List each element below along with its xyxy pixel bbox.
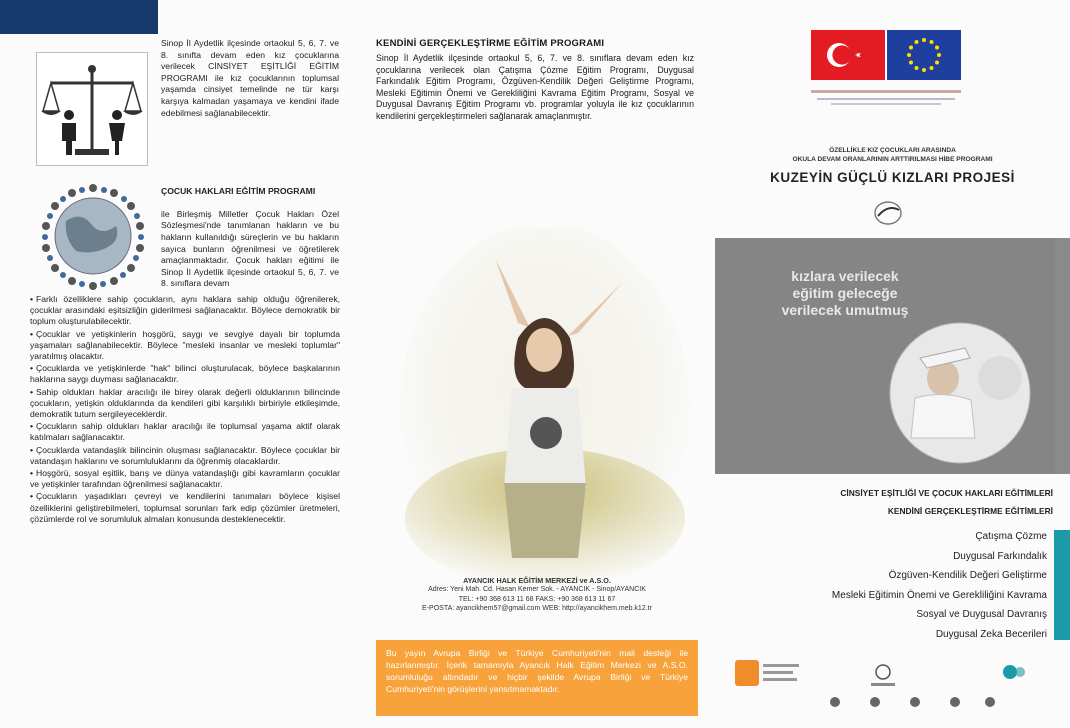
training-item: Özgüven-Kendilik Değeri Geliştirme: [888, 570, 1047, 582]
corner-block: [0, 0, 158, 34]
training-item: Duygusal Zeka Becerileri: [935, 628, 1047, 640]
middle-column: [372, 38, 702, 718]
training-item: Sosyal ve Duygusal Davranış: [916, 609, 1047, 621]
disclaimer-box: Bu yayın Avrupa Birliği ve Türkiye Cumhuriyeti'nin mali desteği ile hazırlanmıştır. İçerik tamamıyla Ayancık Halk Eğitim Merkezi ve A.S.O. sorumluluğu altındadır ve hiçbir şekilde Avrupa Birliği ve Türkiye Cumhuriyeti'nin görüşlerini yansıtmamaktadır.: [376, 640, 698, 716]
contact-phone: TEL: +90 368 613 11 68 FAKS: +90 368 613 11 67: [458, 595, 616, 603]
contact-org: AYANCIK HALK EĞİTİM MERKEZİ ve A.S.O.: [463, 576, 611, 585]
training-item: Çatışma Çözme: [975, 531, 1047, 542]
slogan-text: kızlara verilecek eğitim geleceğe verilecek umutmuş: [781, 268, 909, 318]
bullet-item: • Farklı özelliklere sahip çocukların, aynı haklara sahip olduğu öğrenilerek, çocuklar arasındaki eşitsizliğin giderilmesi sağlanacaktır. Böylece demokratik bir toplum oluşturulabilecektir.: [30, 294, 340, 327]
program-subtitle-1: ÖZELLİKLE KIZ ÇOCUKLARI ARASINDA: [829, 147, 956, 154]
girl-photo: [400, 228, 690, 598]
training-item: Duygusal Farkındalık: [953, 550, 1047, 562]
self-realization-title: KENDİNİ GERÇEKLEŞTİRME EĞİTİM PROGRAMI: [376, 38, 605, 49]
bullet-item: • Sahip oldukları haklar aracılığı ile birey olarak değerli olduklarının bilincinde çocukların, yetişkin olduklarında da kendileri gibi karşılıklı birbiriyle etkileşimde, demokratik tutum sergileyeceklerdir.: [30, 386, 340, 420]
trainings-list: [715, 527, 1047, 645]
self-realization-text: Sinop İl Aydetlik ilçesinde ortaokul 5, 6, 7. ve 8. sınıflara devam eden kız çocuklarına verilecek olan Çatışma Çözme Eğitim Programı, Duygusal Farkındalık Eğitim Programı, Özgüven-Kendilik Değeri Geliştirme Programı, Mesleki Eğitimin Önemi ve Gerekliliğini Kavrama Eğitim Programı, Sosyal ve Duygusal Davranış Eğitim Programı vb. programlar yoluyla ile kız çocuklarının kendilerini gerçekleştirmeleri sağlanarak amaçlanmıştır.: [376, 53, 694, 121]
contact-info: [372, 576, 702, 614]
teal-accent-bar: [1054, 530, 1070, 640]
trainings-heading-2: KENDİNİ GERÇEKLEŞTİRME EĞİTİMLERİ: [887, 506, 1053, 516]
bullet-item: • Çocuklar ve yetişkinlerin hoşgörü, saygı ve sevgiye dayalı bir toplumda yaşamaları sağlanabilecektir. Böylece "mesleki insanlar ve mesleki toplumlar" yaratılmış olacaktır.: [30, 328, 340, 362]
flag-caption-art: [811, 86, 961, 108]
child-rights-title: ÇOCUK HAKLARI EĞİTİM PROGRAMI: [161, 185, 316, 196]
bullet-item: • Çocukların yaşadıkları çevreyi ve kendilerini tanımaları böylece kişisel özelliklerini geliştirebilmeleri, toplumsal sorunları fark edip çözümler üretmeleri, çözümlerde rol ve sorumluluk almaları konusunda desteklenecektir.: [30, 491, 340, 524]
bullet-item: • Çocukların sahip oldukları haklar aracılığı ile toplumsal yaşama aktif olarak katılmaları sağlanacaktır.: [30, 421, 340, 443]
graduate-photo: [875, 318, 1045, 468]
child-rights-body: ile Birleşmiş Milletler Çocuk Hakları Özel Sözleşmesi'nde tanımlanan hakların ve bu hakların kullanıldığı süreçlerin ve bu hakların sayıca bunların öğrenilmesi ve öğretilerek amaçlanmaktadır. Çocuk hakları eğitimi ile Sinop İl Aydetlik ilçesinde ortaokul 5, 6, 7. ve 8. sınıflara devam: [161, 208, 339, 289]
bullet-item: • Çocuklarda vatandaşlık bilincinin oluşması sağlanacaktır. Böylece çocuklar bir vatandaşın haklarını ve sorumluluklarını da öğrenmiş olacaklardır.: [30, 444, 340, 466]
side-bar: [1055, 238, 1070, 474]
eu-flag-icon: [887, 30, 961, 80]
contact-email: E-POSTA: ayancikhem57@gmail.com WEB: http://ayancikhem.meb.k12.tr: [422, 605, 652, 613]
child-rights-bullets: [30, 294, 340, 526]
turkey-flag-icon: [811, 30, 885, 80]
globe-children-icon: [36, 176, 150, 296]
contact-address: Adres: Yeni Mah. Cd. Hasan Kemer Sok. - AYANCIK - Sinop/AYANCIK: [428, 586, 646, 594]
program-subtitle-2: OKULA DEVAM ORANLARININ ARTTIRILMASI HİBE PROGRAMI: [792, 156, 993, 163]
left-column: [30, 38, 340, 718]
training-item: Mesleki Eğitimin Önemi ve Gerekliliğini Kavrama: [831, 589, 1047, 601]
slogan-panel: [715, 238, 1055, 474]
bullet-item: • Hoşgörü, sosyal eşitlik, barış ve dünya vatandaşlığı gibi kavramların çocuklar ve yetişkinler tarafından öğrenilmesi sağlanacaktır.: [30, 468, 340, 490]
institution-logos: [715, 650, 1055, 720]
project-logo-icon: [873, 200, 903, 226]
bullet-item: • Çocuklarda ve yetişkinlerde "hak" bilinci oluşturulacak, böylece başkalarının haklarına saygı duyması sağlanacaktır.: [30, 363, 340, 385]
trainings-heading-1: CİNSİYET EŞİTLİĞİ VE ÇOCUK HAKLARI EĞİTİMLERİ: [840, 488, 1053, 498]
gender-equality-text: Sinop İl Aydetlik ilçesinde ortaokul 5, 6, 7. ve 8. sınıfta devam eden kız çocuklarına verilecek CİNSİYET EŞİTLİĞİ EĞİTİM PROGRAMI ile kız çocuklarının toplumsal yaşamda cinsiyet temelinde ne tür karşı karşıya kalmadan yaşamaya ve kendini ifade edebilmesi sağlanabilecektir.: [161, 38, 339, 118]
child-rights-text: [161, 174, 339, 290]
justice-scale-icon: [36, 52, 148, 166]
flags: [811, 30, 961, 82]
right-column: [715, 0, 1070, 728]
project-title: KUZEYİN GÜÇLÜ KIZLARI PROJESİ: [770, 170, 1015, 185]
